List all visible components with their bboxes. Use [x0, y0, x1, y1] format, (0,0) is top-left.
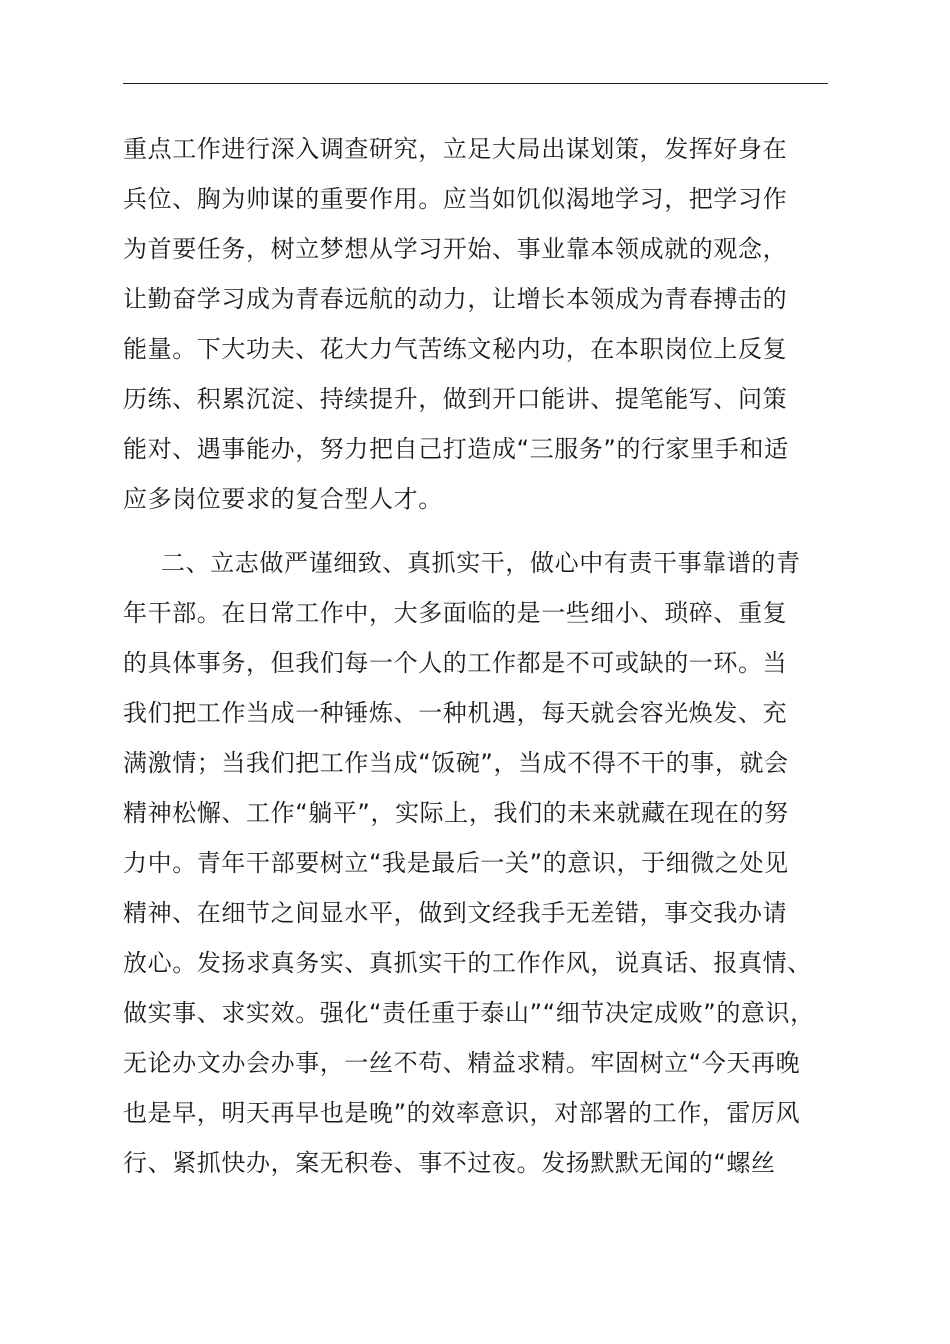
document-body [123, 124, 833, 1188]
text-line: 行、紧抓快办，案无积卷、事不过夜。发扬默默无闻的“螺丝 [123, 1149, 776, 1177]
text-line: 历练、积累沉淀、持续提升，做到开口能讲、提笔能写、问策 [123, 385, 788, 413]
text-line: 的具体事务，但我们每一个人的工作都是不可或缺的一环。当 [123, 649, 788, 677]
text-line: 精神松懈、工作“躺平”，实际上，我们的未来就藏在现在的努 [123, 799, 789, 827]
text-line-first: 二、立志做严谨细致、真抓实干，做心中有责干事靠谱的青 [161, 549, 801, 577]
text-line: 也是早，明天再早也是晚”的效率意识，对部署的工作，雷厉风 [123, 1099, 801, 1127]
text-line: 力中。青年干部要树立“我是最后一关”的意识，于细微之处见 [123, 849, 789, 877]
text-line: 无论办文办会办事，一丝不苟、精益求精。牢固树立“今天再晚 [123, 1049, 801, 1077]
text-line: 重点工作进行深入调查研究，立足大局出谋划策，发挥好身在 [123, 135, 788, 163]
text-line: 满激情；当我们把工作当成“饭碗”，当成不得不干的事，就会 [123, 749, 789, 777]
text-line: 能对、遇事能办，努力把自己打造成“三服务”的行家里手和适 [123, 435, 789, 463]
text-line: 我们把工作当成一种锤炼、一种机遇，每天就会容光焕发、充 [123, 699, 788, 727]
text-line: 应多岗位要求的复合型人才。 [123, 485, 443, 513]
paragraph-1 [123, 124, 833, 524]
header-divider [123, 83, 828, 84]
text-line: 精神、在细节之间显水平，做到文经我手无差错，事交我办请 [123, 899, 788, 927]
text-line: 放心。发扬求真务实、真抓实干的工作作风，说真话、报真情、 [123, 949, 812, 977]
text-line: 兵位、胸为帅谋的重要作用。应当如饥似渴地学习，把学习作 [123, 185, 788, 213]
text-line: 让勤奋学习成为青春远航的动力，让增长本领成为青春搏击的 [123, 285, 788, 313]
paragraph-2 [123, 538, 833, 1188]
text-line: 做实事、求实效。强化“责任重于泰山”“细节决定成败”的意识， [123, 999, 815, 1027]
text-line: 为首要任务，树立梦想从学习开始、事业靠本领成就的观念， [123, 235, 788, 263]
text-line: 能量。下大功夫、花大力气苦练文秘内功，在本职岗位上反复 [123, 335, 788, 363]
text-line: 年干部。在日常工作中，大多面临的是一些细小、琐碎、重复 [123, 599, 788, 627]
